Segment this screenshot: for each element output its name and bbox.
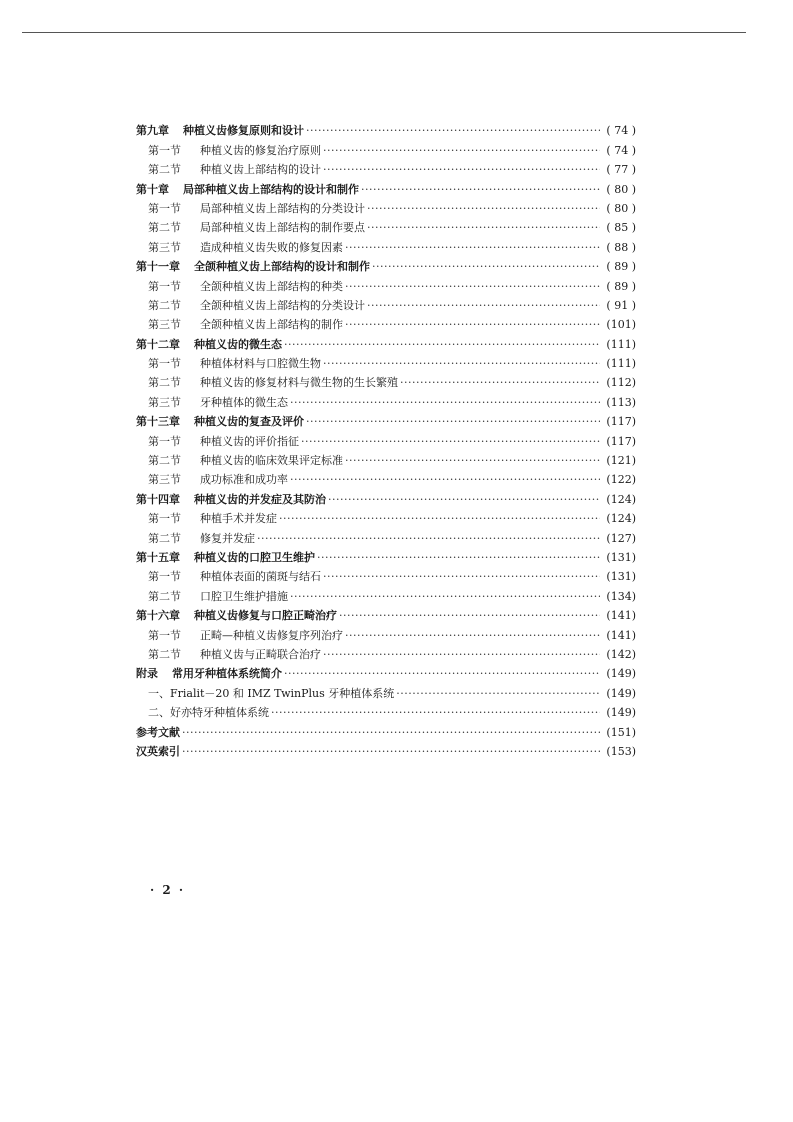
- toc-entry-title: [136, 667, 282, 680]
- dot-leader: [328, 493, 600, 506]
- toc-entry-number: 第二节: [148, 221, 181, 235]
- toc-chapter-row: [136, 486, 636, 505]
- toc-entry-page: (131): [606, 550, 636, 564]
- toc-entry-page: (127): [606, 531, 636, 545]
- toc-section-row: [136, 234, 636, 253]
- dot-leader: [345, 629, 600, 642]
- dot-leader: [367, 202, 600, 215]
- toc-chapter-row: [136, 661, 636, 680]
- toc-entry-title: [136, 183, 359, 196]
- toc-section-row: [136, 506, 636, 525]
- toc-entry-page: (149): [606, 706, 636, 720]
- dot-leader: [290, 590, 600, 603]
- toc-entry-title: [136, 493, 326, 506]
- dot-leader: [306, 415, 600, 428]
- toc-entry-title: [148, 570, 321, 583]
- toc-entry-number: 第三节: [148, 395, 181, 409]
- dot-leader: [290, 473, 600, 486]
- dot-leader: [301, 435, 600, 448]
- toc-entry-title: [148, 454, 343, 467]
- toc-entry-label: 种植义齿修复与口腔正畸治疗: [194, 609, 337, 623]
- toc-entry-page: (101): [606, 318, 636, 332]
- toc-entry-page: (142): [606, 647, 636, 661]
- toc-section-row: [136, 389, 636, 408]
- toc-section-row: [136, 293, 636, 312]
- toc-entry-page: ( 74 ): [606, 143, 636, 157]
- toc-entry-label: 常用牙种植体系统简介: [172, 667, 282, 681]
- toc-entry-label: 全颌种植义齿上部结构的种类: [200, 279, 343, 293]
- dot-leader: [323, 163, 600, 176]
- toc-entry-number: 第九章: [136, 124, 169, 138]
- dot-leader: [323, 570, 600, 583]
- toc-chapter-row: [136, 254, 636, 273]
- dot-leader: [271, 706, 600, 719]
- dot-leader: [257, 532, 600, 545]
- dot-leader: [284, 338, 600, 351]
- toc-entry-label: 种植义齿的复查及评价: [194, 415, 304, 429]
- toc-entry-page: (153): [606, 744, 636, 758]
- toc-entry-title: [148, 706, 269, 719]
- toc-entry-page: (141): [606, 628, 636, 642]
- toc-entry-title: [136, 260, 370, 273]
- toc-entry-number: 第三节: [148, 240, 181, 254]
- toc-entry-title: [136, 609, 337, 622]
- toc-entry-number: 第一节: [148, 570, 181, 584]
- dot-leader: [345, 280, 600, 293]
- toc-entry-title: [136, 124, 304, 137]
- toc-entry-number: 第二节: [148, 647, 181, 661]
- dot-leader: [323, 357, 600, 370]
- dot-leader: [339, 609, 600, 622]
- toc-entry-page: ( 91 ): [606, 298, 636, 312]
- toc-section-row: [136, 525, 636, 544]
- toc-entry-number: 第十四章: [136, 492, 180, 506]
- toc-entry-number: 附录: [136, 667, 158, 681]
- dot-leader: [323, 144, 600, 157]
- dot-leader: [345, 318, 600, 331]
- toc-entry-label: 参考文献: [136, 725, 180, 739]
- toc-entry-number: 第二节: [148, 589, 181, 603]
- toc-entry-page: (113): [606, 395, 636, 409]
- toc-entry-label: 种植义齿的临床效果评定标准: [200, 454, 343, 468]
- toc-entry-title: [136, 726, 180, 739]
- dot-leader: [182, 726, 600, 739]
- toc-entry-label: 二、好亦特牙种植体系统: [148, 706, 269, 720]
- toc-entry-label: 全颌种植义齿上部结构的分类设计: [200, 298, 365, 312]
- toc-entry-label: 种植义齿的并发症及其防治: [194, 492, 326, 506]
- toc-entry-number: 第一节: [148, 628, 181, 642]
- toc-entry-title: [148, 241, 343, 254]
- toc-entry-title: [148, 144, 321, 157]
- toc-chapter-row: [136, 545, 636, 564]
- toc-entry-page: (149): [606, 667, 636, 681]
- toc-entry-label: 种植义齿的微生态: [194, 337, 282, 351]
- page-number: · 2 ·: [150, 883, 186, 897]
- toc-section-row: [136, 370, 636, 389]
- toc-section-row: [136, 312, 636, 331]
- dot-leader: [372, 260, 600, 273]
- toc-entry-title: [148, 648, 321, 661]
- dot-leader: [367, 299, 600, 312]
- toc-entry-number: 第一节: [148, 434, 181, 448]
- toc-entry-number: 第十二章: [136, 337, 180, 351]
- toc-entry-page: ( 80 ): [606, 201, 636, 215]
- toc-entry-label: 种植义齿的修复材料与微生物的生长繁殖: [200, 376, 398, 390]
- toc-entry-page: (141): [606, 609, 636, 623]
- table-of-contents: [136, 118, 636, 758]
- toc-section-row: [136, 622, 636, 641]
- toc-entry-label: 一、Frialit－20 和 IMZ TwinPlus 牙种植体系统: [148, 686, 395, 700]
- toc-entry-page: (121): [606, 454, 636, 468]
- toc-entry-label: 口腔卫生维护措施: [200, 589, 288, 603]
- dot-leader: [400, 376, 600, 389]
- toc-entry-page: (111): [606, 357, 636, 371]
- toc-entry-title: [148, 435, 299, 448]
- dot-leader: [345, 241, 600, 254]
- toc-section-row: [136, 215, 636, 234]
- toc-chapter-row: [136, 409, 636, 428]
- toc-entry-title: [148, 473, 288, 486]
- toc-entry-title: [136, 745, 180, 758]
- toc-entry-label: 种植义齿的修复治疗原则: [200, 143, 321, 157]
- toc-entry-title: [148, 221, 365, 234]
- dot-leader: [290, 396, 600, 409]
- toc-entry-page: ( 74 ): [606, 124, 636, 138]
- toc-entry-label: 种植义齿与正畸联合治疗: [200, 647, 321, 661]
- toc-entry-label: 种植义齿修复原则和设计: [183, 124, 304, 138]
- toc-entry-number: 第十章: [136, 182, 169, 196]
- toc-entry-page: (112): [606, 376, 636, 390]
- toc-entry-page: (124): [606, 512, 636, 526]
- toc-entry-page: (149): [606, 686, 636, 700]
- dot-leader: [361, 183, 600, 196]
- toc-entry-label: 种植体材料与口腔微生物: [200, 357, 321, 371]
- toc-entry-title: [148, 396, 288, 409]
- toc-entry-page: (151): [606, 725, 636, 739]
- toc-entry-number: 第二节: [148, 298, 181, 312]
- toc-entry-label: 成功标准和成功率: [200, 473, 288, 487]
- toc-entry-label: 种植体表面的菌斑与结石: [200, 570, 321, 584]
- toc-chapter-row: [136, 118, 636, 137]
- toc-entry-number: 第一节: [148, 143, 181, 157]
- toc-entry-number: 第一节: [148, 279, 181, 293]
- toc-entry-label: 全颌种植义齿上部结构的制作: [200, 318, 343, 332]
- dot-leader: [345, 454, 600, 467]
- toc-entry-number: 第二节: [148, 531, 181, 545]
- toc-section-row: [136, 642, 636, 661]
- toc-entry-label: 造成种植义齿失败的修复因素: [200, 240, 343, 254]
- toc-entry-page: (124): [606, 492, 636, 506]
- toc-entry-label: 牙种植体的微生态: [200, 395, 288, 409]
- toc-entry-label: 汉英索引: [136, 744, 180, 758]
- toc-entry-page: ( 77 ): [606, 163, 636, 177]
- toc-entry-label: 全颌种植义齿上部结构的设计和制作: [194, 260, 370, 274]
- toc-entry-title: [148, 318, 343, 331]
- toc-entry-number: 第十三章: [136, 415, 180, 429]
- dot-leader: [284, 667, 600, 680]
- toc-entry-label: 种植义齿的口腔卫生维护: [194, 550, 315, 564]
- toc-entry-page: (117): [606, 415, 636, 429]
- toc-entry-number: 第十一章: [136, 260, 180, 274]
- toc-entry-label: 局部种植义齿上部结构的设计和制作: [183, 182, 359, 196]
- toc-section-row: [136, 273, 636, 292]
- toc-entry-title: [148, 687, 394, 700]
- toc-entry-label: 正畸—种植义齿修复序列治疗: [200, 628, 343, 642]
- dot-leader: [279, 512, 600, 525]
- toc-entry-title: [148, 163, 321, 176]
- toc-appendix-row: [136, 700, 636, 719]
- toc-entry-page: (111): [606, 337, 636, 351]
- dot-leader: [182, 745, 600, 758]
- toc-entry-number: 第一节: [148, 512, 181, 526]
- toc-section-row: [136, 428, 636, 447]
- toc-chapter-row: [136, 739, 636, 758]
- toc-entry-label: 修复并发症: [200, 531, 255, 545]
- toc-entry-title: [148, 590, 288, 603]
- toc-entry-title: [148, 357, 321, 370]
- toc-appendix-row: [136, 680, 636, 699]
- toc-entry-page: ( 85 ): [606, 221, 636, 235]
- toc-chapter-row: [136, 719, 636, 738]
- toc-entry-page: ( 89 ): [606, 260, 636, 274]
- toc-entry-title: [136, 338, 282, 351]
- toc-section-row: [136, 157, 636, 176]
- toc-section-row: [136, 448, 636, 467]
- toc-entry-label: 种植手术并发症: [200, 512, 277, 526]
- toc-entry-page: (134): [606, 589, 636, 603]
- toc-entry-title: [148, 202, 365, 215]
- toc-entry-label: 种植义齿上部结构的设计: [200, 163, 321, 177]
- toc-entry-title: [148, 532, 255, 545]
- header-rule: [22, 32, 746, 33]
- toc-entry-page: (117): [606, 434, 636, 448]
- toc-entry-number: 第二节: [148, 376, 181, 390]
- toc-entry-page: ( 80 ): [606, 182, 636, 196]
- toc-section-row: [136, 583, 636, 602]
- toc-entry-title: [148, 376, 398, 389]
- toc-entry-number: 第三节: [148, 473, 181, 487]
- dot-leader: [306, 124, 600, 137]
- toc-chapter-row: [136, 176, 636, 195]
- toc-chapter-row: [136, 603, 636, 622]
- toc-entry-label: 局部种植义齿上部结构的制作要点: [200, 221, 365, 235]
- toc-section-row: [136, 467, 636, 486]
- toc-entry-title: [148, 299, 365, 312]
- toc-entry-label: 种植义齿的评价指征: [200, 434, 299, 448]
- toc-entry-page: ( 89 ): [606, 279, 636, 293]
- toc-entry-page: (131): [606, 570, 636, 584]
- toc-entry-label: 局部种植义齿上部结构的分类设计: [200, 201, 365, 215]
- toc-section-row: [136, 564, 636, 583]
- dot-leader: [323, 648, 600, 661]
- dot-leader: [367, 221, 600, 234]
- toc-entry-page: (122): [606, 473, 636, 487]
- toc-section-row: [136, 351, 636, 370]
- toc-entry-number: 第三节: [148, 318, 181, 332]
- toc-entry-title: [136, 415, 304, 428]
- toc-section-row: [136, 137, 636, 156]
- toc-entry-number: 第十六章: [136, 609, 180, 623]
- toc-entry-title: [148, 280, 343, 293]
- dot-leader: [317, 551, 600, 564]
- toc-entry-title: [148, 512, 277, 525]
- toc-entry-title: [148, 629, 343, 642]
- toc-entry-number: 第二节: [148, 454, 181, 468]
- dot-leader: [396, 687, 600, 700]
- toc-entry-number: 第一节: [148, 357, 181, 371]
- toc-entry-number: 第二节: [148, 163, 181, 177]
- toc-entry-page: ( 88 ): [606, 240, 636, 254]
- toc-section-row: [136, 196, 636, 215]
- toc-entry-number: 第一节: [148, 201, 181, 215]
- toc-entry-title: [136, 551, 315, 564]
- toc-entry-number: 第十五章: [136, 550, 180, 564]
- toc-chapter-row: [136, 331, 636, 350]
